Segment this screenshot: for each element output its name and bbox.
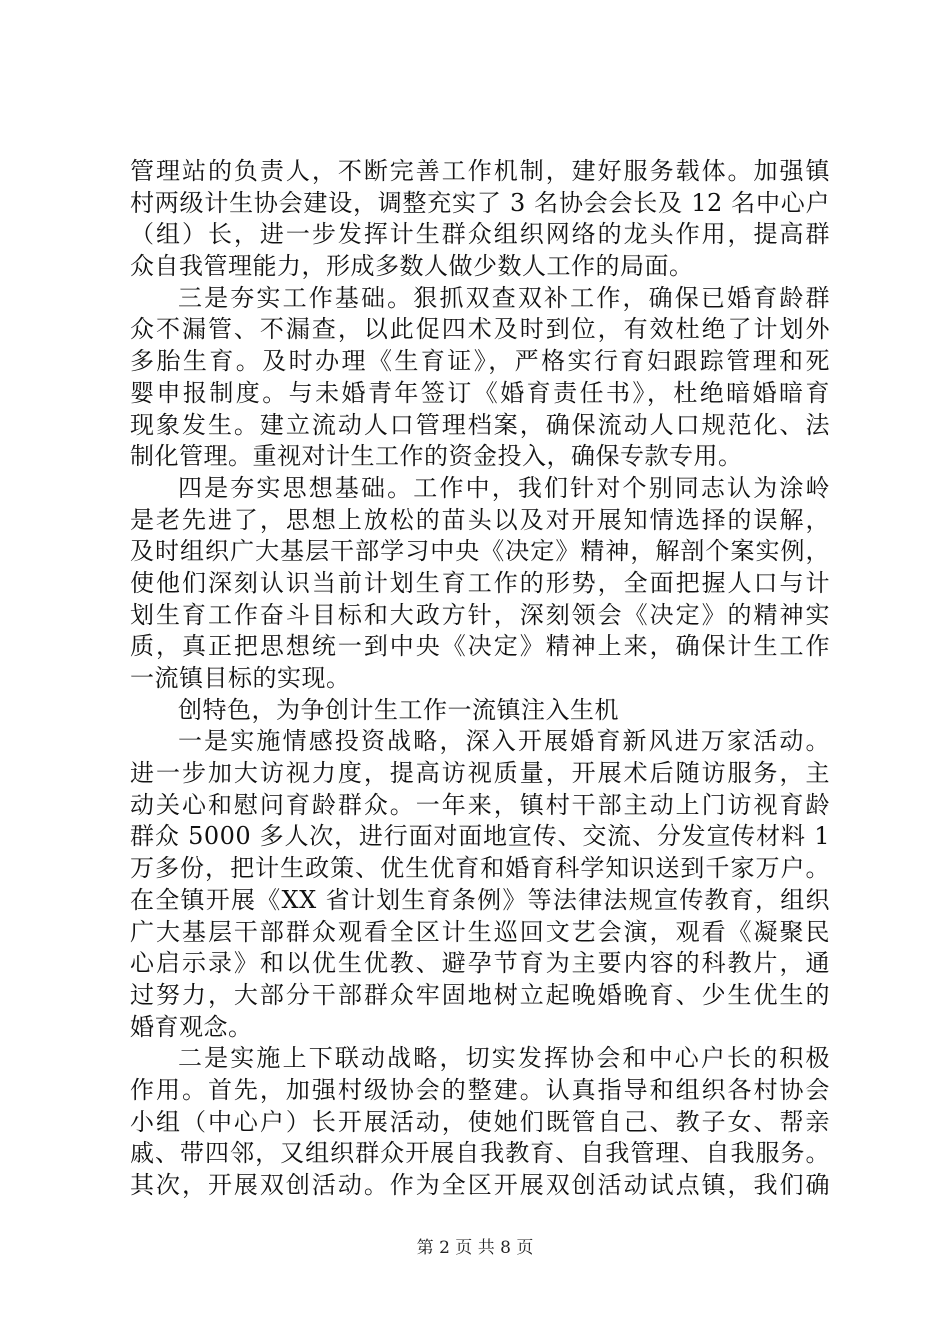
text-line: 广大基层干部群众观看全区计生巡回文艺会演，观看《凝聚民 [130,917,830,946]
text-line: 作用。首先，加强村级协会的整建。认真指导和组织各村协会 [130,1075,830,1104]
text-line: 现象发生。建立流动人口管理档案，确保流动人口规范化、法 [130,410,830,439]
text-line: 创特色，为争创计生工作一流镇注入生机 [178,695,619,724]
text-line: 其次，开展双创活动。作为全区开展双创活动试点镇，我们确 [130,1171,830,1199]
text-line: 二是实施上下联动战略，切实发挥协会和中心户长的积极 [178,1044,830,1073]
text-line: 戚、带四邻，又组织群众开展自我教育、自我管理、自我服务。 [130,1139,830,1168]
text-line: 质，真正把思想统一到中央《决定》精神上来，确保计生工作 [130,632,830,661]
text-line: 婚育观念。 [130,1012,253,1041]
text-line: 一是实施情感投资战略，深入开展婚育新风进万家活动。 [178,727,830,756]
text-line: 众自我管理能力，形成多数人做少数人工作的局面。 [130,252,694,281]
text-line: 动关心和慰问育龄群众。一年来，镇村干部主动上门访视育龄 [130,790,830,819]
text-line: 四是夯实思想基础。工作中，我们针对个别同志认为涂岭 [178,473,830,502]
text-line: 是老先进了，思想上放松的苗头以及对开展知情选择的误解， [130,505,830,534]
text-line: 多胎生育。及时办理《生育证》，严格实行育妇跟踪管理和死 [130,347,830,376]
text-line: （组）长，进一步发挥计生群众组织网络的龙头作用，提高群 [130,220,830,249]
text-line: 制化管理。重视对计生工作的资金投入，确保专款专用。 [130,442,743,471]
text-line: 众不漏管、不漏查，以此促四术及时到位，有效杜绝了计划外 [130,315,830,344]
text-line: 管理站的负责人，不断完善工作机制，建好服务载体。加强镇 [130,157,830,185]
text-line: 使他们深刻认识当前计划生育工作的形势，全面把握人口与计 [130,568,830,597]
text-line: 心启示录》和以优生优教、避孕节育为主要内容的科教片，通 [130,949,830,978]
text-line: 群众 5000 多人次，进行面对面地宣传、交流、分发宣传材料 1 [130,822,830,851]
text-line: 小组（中心户）长开展活动，使她们既管自己、教子女、帮亲 [130,1107,830,1136]
page-footer: 第 2 页 共 8 页 [416,1238,534,1258]
text-line: 及时组织广大基层干部学习中央《决定》精神，解剖个案实例， [130,537,830,566]
document-body [130,156,830,1202]
text-line: 婴申报制度。与未婚青年签订《婚育责任书》，杜绝暗婚暗育 [130,378,830,407]
text-line: 一流镇目标的实现。 [130,664,351,692]
text-line: 村两级计生协会建设，调整充实了 3 名协会会长及 12 名中心户 [130,188,830,217]
text-line: 过努力，大部分干部群众牢固地树立起晚婚晚育、少生优生的 [130,980,830,1009]
text-line: 在全镇开展《XX 省计划生育条例》等法律法规宣传教育，组织 [130,885,830,914]
text-line: 划生育工作奋斗目标和大政方针，深刻领会《决定》的精神实 [130,600,830,629]
text-line: 三是夯实工作基础。狠抓双查双补工作，确保已婚育龄群 [178,283,830,312]
text-line: 进一步加大访视力度，提高访视质量，开展术后随访服务，主 [130,759,830,788]
text-line: 万多份，把计生政策、优生优育和婚育科学知识送到千家万户。 [130,854,830,883]
